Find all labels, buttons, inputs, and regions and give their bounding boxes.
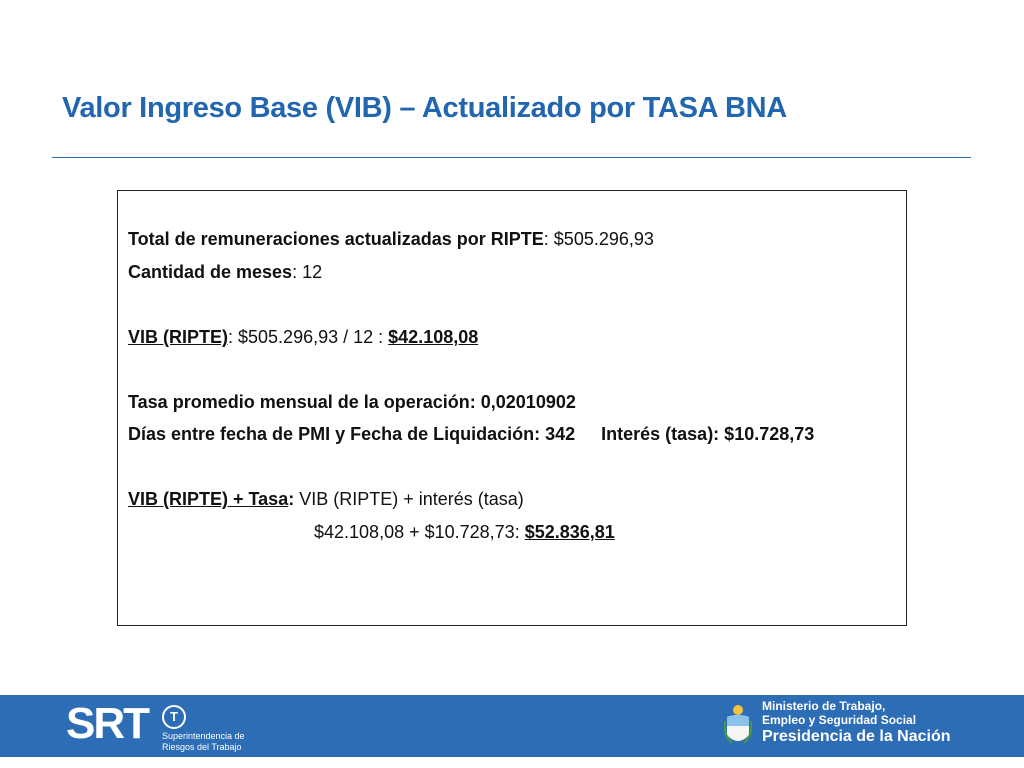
vib-label: VIB (RIPTE) bbox=[128, 327, 229, 347]
sum-line bbox=[314, 522, 615, 543]
srt-subtitle-line2: Riesgos del Trabajo bbox=[162, 742, 242, 752]
footer-bar bbox=[0, 695, 1024, 757]
tasa-line: Tasa promedio mensual de la operación: 0,02010902 bbox=[128, 392, 576, 412]
srt-logo: SRT bbox=[66, 699, 148, 748]
dias-text: Días entre fecha de PMI y Fecha de Liquidación: 342 bbox=[128, 424, 576, 444]
title-divider bbox=[52, 157, 971, 158]
ministry-text bbox=[762, 699, 951, 747]
meses-value: : 12 bbox=[292, 262, 323, 282]
national-seal-icon bbox=[724, 703, 752, 749]
ministry-line1: Ministerio de Trabajo, bbox=[762, 699, 886, 713]
ministry-line2: Empleo y Seguridad Social bbox=[762, 713, 917, 727]
vib-result: $42.108,08 bbox=[388, 327, 479, 347]
dias-line bbox=[128, 424, 814, 445]
srt-subtitle bbox=[162, 731, 245, 753]
total-label: Total de remuneraciones actualizadas por RIPTE bbox=[128, 229, 544, 249]
vibtasa-colon: : bbox=[288, 489, 295, 509]
sum-result: $52.836,81 bbox=[524, 522, 615, 542]
vibtasa-line bbox=[128, 489, 524, 510]
meses-line bbox=[128, 262, 322, 283]
total-line bbox=[128, 229, 654, 250]
vib-line bbox=[128, 327, 478, 348]
meses-label: Cantidad de meses bbox=[128, 262, 293, 282]
vibtasa-label: VIB (RIPTE) + Tasa bbox=[128, 489, 289, 509]
page-title: Valor Ingreso Base (VIB) – Actualizado por TASA BNA bbox=[62, 92, 787, 124]
ministry-line3: Presidencia de la Nación bbox=[762, 728, 951, 745]
srt-subtitle-line1: Superintendencia de bbox=[162, 731, 245, 741]
vib-calc: : $505.296,93 / 12 : bbox=[228, 327, 389, 347]
total-value: : $505.296,93 bbox=[543, 229, 654, 249]
vibtasa-desc: VIB (RIPTE) + interés (tasa) bbox=[294, 489, 524, 509]
sum-calc: $42.108,08 + $10.728,73: bbox=[314, 522, 525, 542]
srt-emblem-glyph: T bbox=[170, 709, 178, 724]
interes-text: Interés (tasa): $10.728,73 bbox=[601, 424, 815, 444]
calculation-box bbox=[117, 190, 907, 626]
srt-emblem-icon bbox=[162, 705, 186, 729]
